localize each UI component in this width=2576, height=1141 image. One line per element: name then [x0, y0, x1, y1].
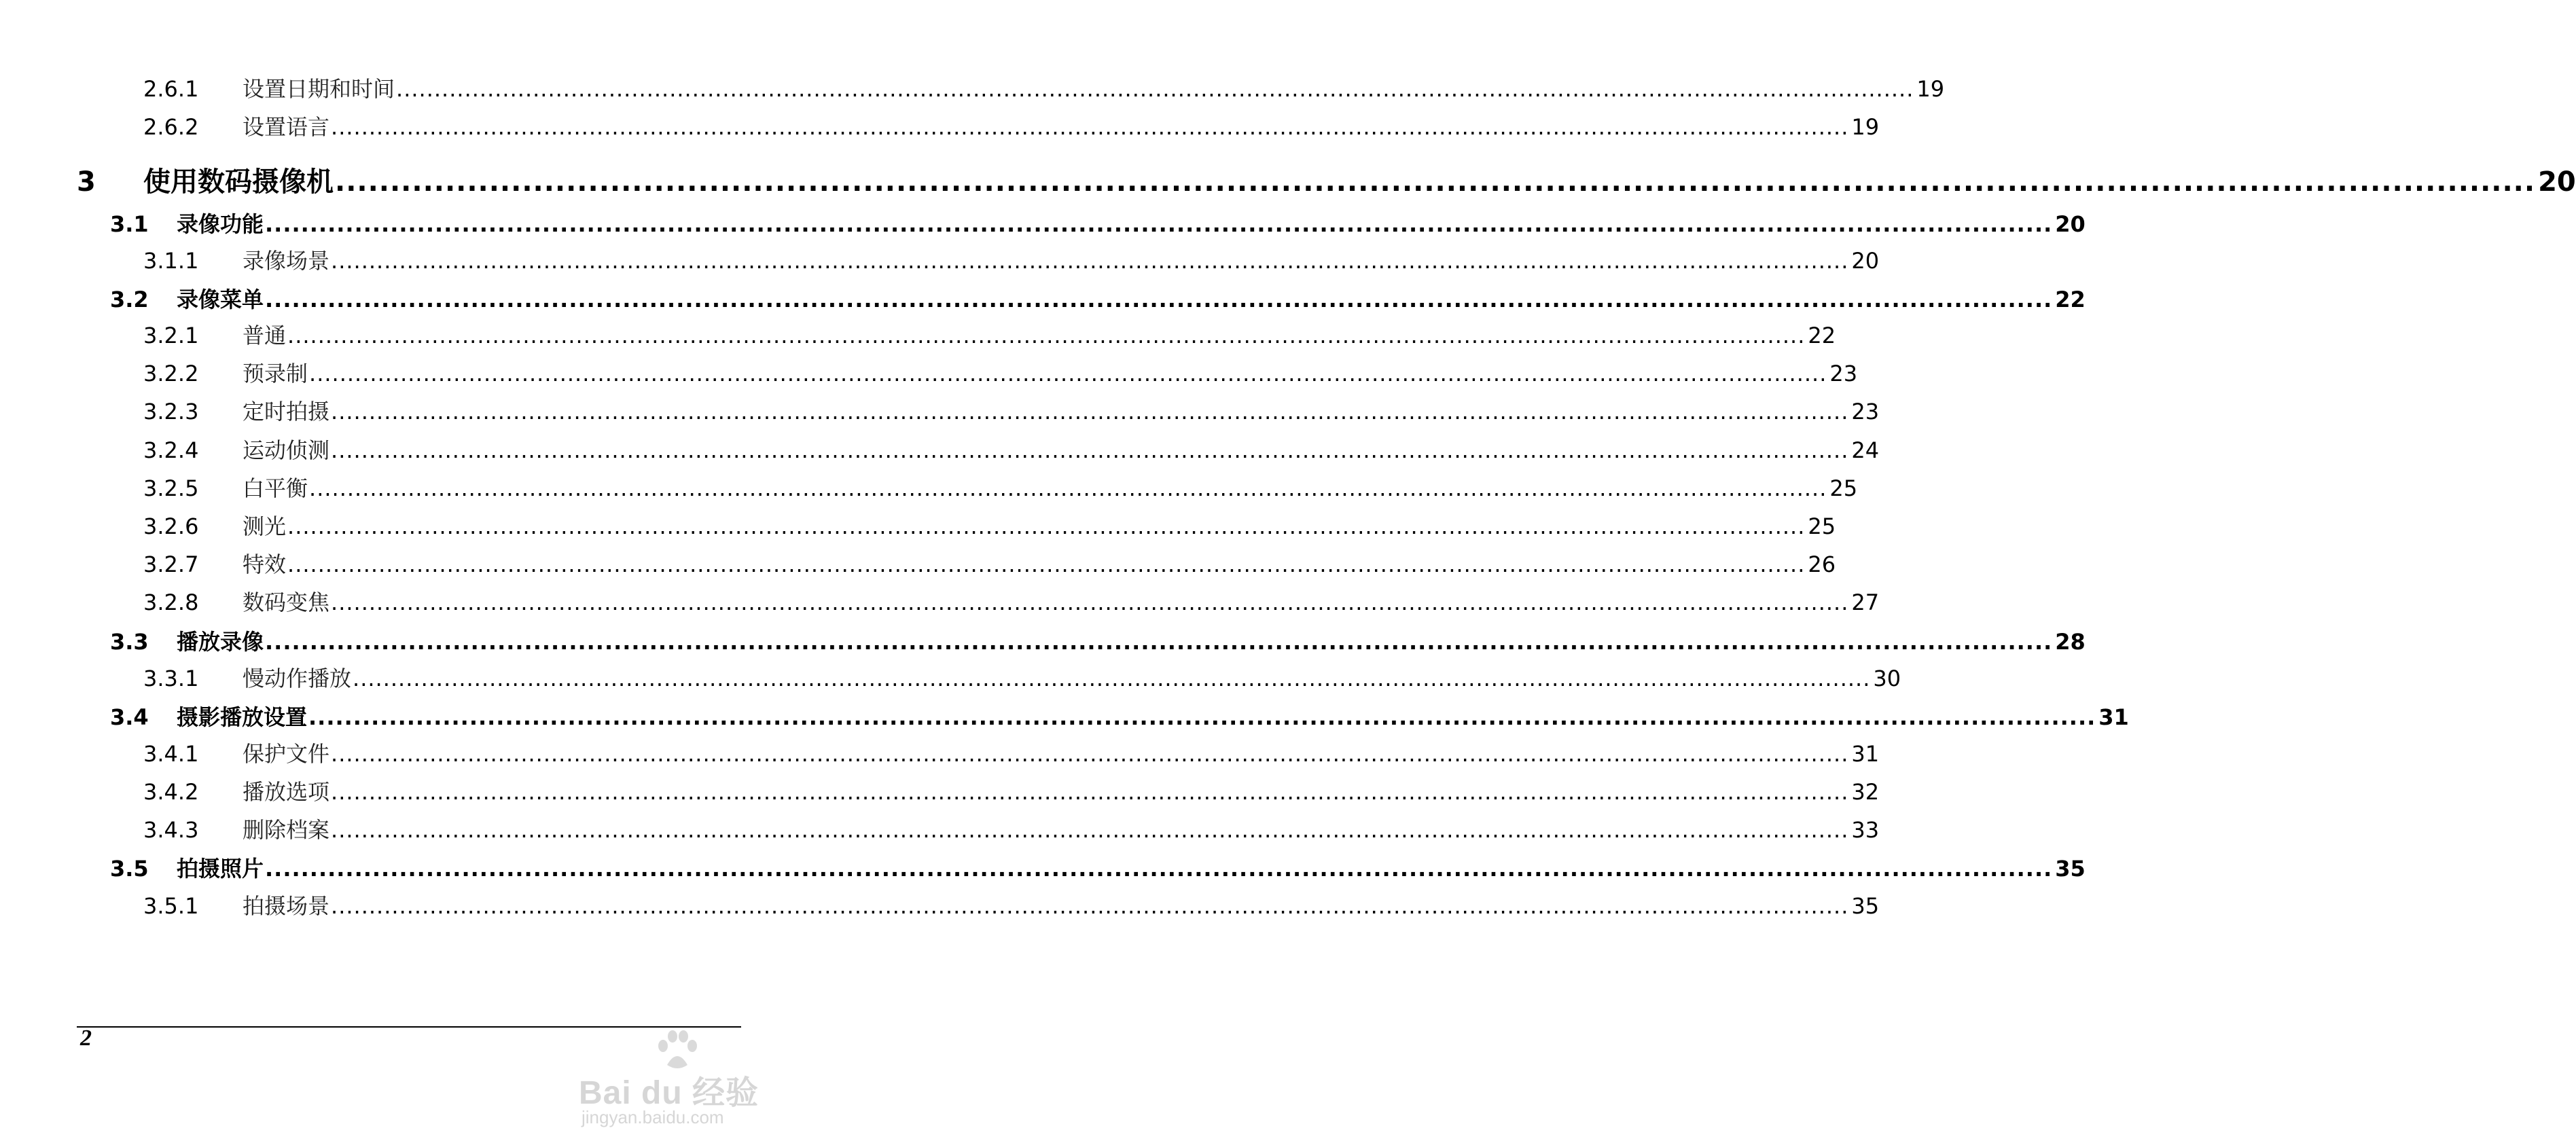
- toc-title: 特效: [243, 551, 287, 577]
- toc-page-number: 20: [2538, 166, 2576, 198]
- toc-number: 3.2.2: [143, 361, 199, 386]
- dot-leader: ........................................................................................................................................................................................................: [396, 76, 1914, 102]
- watermark-url: jingyan.baidu.com: [582, 1107, 724, 1127]
- dot-leader: ........................................................................................................................................................................................................: [335, 166, 2536, 198]
- toc-page-number: 24: [1851, 437, 1880, 463]
- toc-entry-3-1[interactable]: [110, 209, 2086, 240]
- toc-entry-3-4-1[interactable]: [143, 738, 1880, 769]
- toc-page-number: 20: [2055, 211, 2086, 237]
- toc-entry-3-2-2[interactable]: [143, 358, 1858, 389]
- dot-leader: ........................................................................................................................................................................................................: [265, 287, 2053, 312]
- toc-title: 运动侦测: [243, 437, 330, 463]
- toc-entry-2-6-1[interactable]: [143, 73, 1945, 105]
- toc-number: 3.2.3: [143, 399, 199, 424]
- toc-title: 设置日期和时间: [243, 76, 395, 102]
- toc-entry-3-2-4[interactable]: [143, 435, 1880, 466]
- toc-entry-3-2-3[interactable]: [143, 396, 1880, 427]
- toc-number: 3.4.2: [143, 779, 199, 805]
- dot-leader: ........................................................................................................................................................................................................: [309, 475, 1827, 501]
- toc-number: 2.6.1: [143, 76, 199, 102]
- dot-leader: ........................................................................................................................................................................................................: [331, 893, 1849, 919]
- dot-leader: ........................................................................................................................................................................................................: [265, 629, 2053, 655]
- toc-entry-3-5-1[interactable]: [143, 890, 1880, 922]
- toc-number: 3.1: [110, 211, 149, 237]
- dot-leader: ........................................................................................................................................................................................................: [287, 513, 1806, 539]
- toc-page-number: 22: [2055, 287, 2086, 312]
- toc-number: 3.3.1: [143, 666, 199, 691]
- baidu-watermark: [572, 1027, 776, 1136]
- toc-number: 3.1.1: [143, 248, 199, 274]
- toc-entry-3-2[interactable]: [110, 284, 2086, 315]
- dot-leader: ........................................................................................................................................................................................................: [309, 361, 1827, 386]
- toc-title: 拍摄照片: [177, 856, 264, 882]
- toc-number: 3.2.1: [143, 323, 199, 348]
- toc-page-number: 25: [1808, 513, 1836, 539]
- dot-leader: ........................................................................................................................................................................................................: [353, 666, 1871, 691]
- toc-number: 3.2.8: [143, 590, 199, 615]
- toc-title: 播放选项: [243, 779, 330, 805]
- toc-title: 慢动作播放: [243, 666, 352, 691]
- dot-leader: ........................................................................................................................................................................................................: [331, 248, 1849, 274]
- toc-entry-2-6-2[interactable]: [143, 111, 1880, 143]
- toc-entry-3-1-1[interactable]: [143, 245, 1880, 276]
- toc-number: 3.2: [110, 287, 149, 312]
- toc-entry-3-2-7[interactable]: [143, 549, 1836, 580]
- toc-number: 3.3: [110, 629, 149, 655]
- dot-leader: ........................................................................................................................................................................................................: [265, 211, 2053, 237]
- toc-page-number: 19: [1916, 76, 1945, 102]
- toc-number: 2.6.2: [143, 114, 199, 140]
- dot-leader: ........................................................................................................................................................................................................: [331, 590, 1849, 615]
- toc-title: 预录制: [243, 361, 308, 386]
- toc-page-number: 23: [1829, 361, 1858, 386]
- toc-number: 3.2.6: [143, 513, 199, 539]
- toc-page-number: 32: [1851, 779, 1880, 805]
- toc-entry-3-4-3[interactable]: [143, 814, 1880, 846]
- toc-title: 录像功能: [177, 211, 264, 237]
- toc-title: 播放录像: [177, 629, 264, 655]
- toc-title: 设置语言: [243, 114, 330, 140]
- toc-page-number: 20: [1851, 248, 1880, 274]
- toc-title: 删除档案: [243, 817, 330, 843]
- toc-entry-3-3[interactable]: [110, 626, 2086, 657]
- dot-leader: ........................................................................................................................................................................................................: [308, 704, 2096, 730]
- watermark-brand: Bai du 经验: [579, 1075, 759, 1111]
- toc-entry-3-5[interactable]: [110, 853, 2086, 884]
- toc-title: 录像菜单: [177, 287, 264, 312]
- dot-leader: ........................................................................................................................................................................................................: [265, 856, 2053, 882]
- dot-leader: ........................................................................................................................................................................................................: [331, 741, 1849, 767]
- toc-number: 3.2.5: [143, 475, 199, 501]
- dot-leader: ........................................................................................................................................................................................................: [331, 114, 1849, 140]
- toc-entry-3-2-8[interactable]: [143, 587, 1880, 618]
- toc-page-number: 28: [2055, 629, 2086, 655]
- toc-number: 3.5.1: [143, 893, 199, 919]
- toc-title: 使用数码摄像机: [143, 166, 334, 198]
- toc-title: 白平衡: [243, 475, 308, 501]
- dot-leader: ........................................................................................................................................................................................................: [331, 779, 1849, 805]
- toc-page-number: 26: [1808, 551, 1836, 577]
- toc-page-number: 23: [1851, 399, 1880, 424]
- toc-page-number: 27: [1851, 590, 1880, 615]
- toc-page-number: 30: [1873, 666, 1901, 691]
- toc-entry-3-2-1[interactable]: [143, 320, 1836, 351]
- toc-number: 3.4.3: [143, 817, 199, 843]
- dot-leader: ........................................................................................................................................................................................................: [331, 817, 1849, 843]
- dot-leader: ........................................................................................................................................................................................................: [287, 323, 1806, 348]
- toc-page-number: 31: [2098, 704, 2129, 730]
- toc-title: 拍摄场景: [243, 893, 330, 919]
- toc-title: 普通: [243, 323, 287, 348]
- toc-number: 3.2.4: [143, 437, 199, 463]
- toc-number: 3.2.7: [143, 551, 199, 577]
- footer-page-number: 2: [80, 1026, 92, 1051]
- toc-entry-3-3-1[interactable]: [143, 663, 1901, 694]
- toc-entry-3-2-5[interactable]: [143, 473, 1858, 504]
- toc-title: 测光: [243, 513, 287, 539]
- toc-entry-3-4-2[interactable]: [143, 776, 1880, 808]
- toc-page-number: 31: [1851, 741, 1880, 767]
- dot-leader: ........................................................................................................................................................................................................: [331, 399, 1849, 424]
- toc-title: 数码变焦: [243, 590, 330, 615]
- toc-number: 3.4.1: [143, 741, 199, 767]
- toc-title: 保护文件: [243, 741, 330, 767]
- toc-page-number: 33: [1851, 817, 1880, 843]
- toc-entry-3[interactable]: [77, 163, 2576, 201]
- toc-page-number: 22: [1808, 323, 1836, 348]
- toc-number: 3.5: [110, 856, 149, 882]
- toc-page-number: 25: [1829, 475, 1858, 501]
- toc-title: 摄影播放设置: [177, 704, 308, 730]
- toc-entry-3-2-6[interactable]: [143, 511, 1836, 542]
- toc-page-number: 35: [2055, 856, 2086, 882]
- toc-title: 定时拍摄: [243, 399, 330, 424]
- toc-number: 3.4: [110, 704, 149, 730]
- toc-title: 录像场景: [243, 248, 330, 274]
- toc-page-number: 19: [1851, 114, 1880, 140]
- toc-page-number: 35: [1851, 893, 1880, 919]
- toc-entry-3-4[interactable]: [110, 702, 2129, 733]
- dot-leader: ........................................................................................................................................................................................................: [287, 551, 1806, 577]
- dot-leader: ........................................................................................................................................................................................................: [331, 437, 1849, 463]
- toc-number: 3: [77, 166, 96, 198]
